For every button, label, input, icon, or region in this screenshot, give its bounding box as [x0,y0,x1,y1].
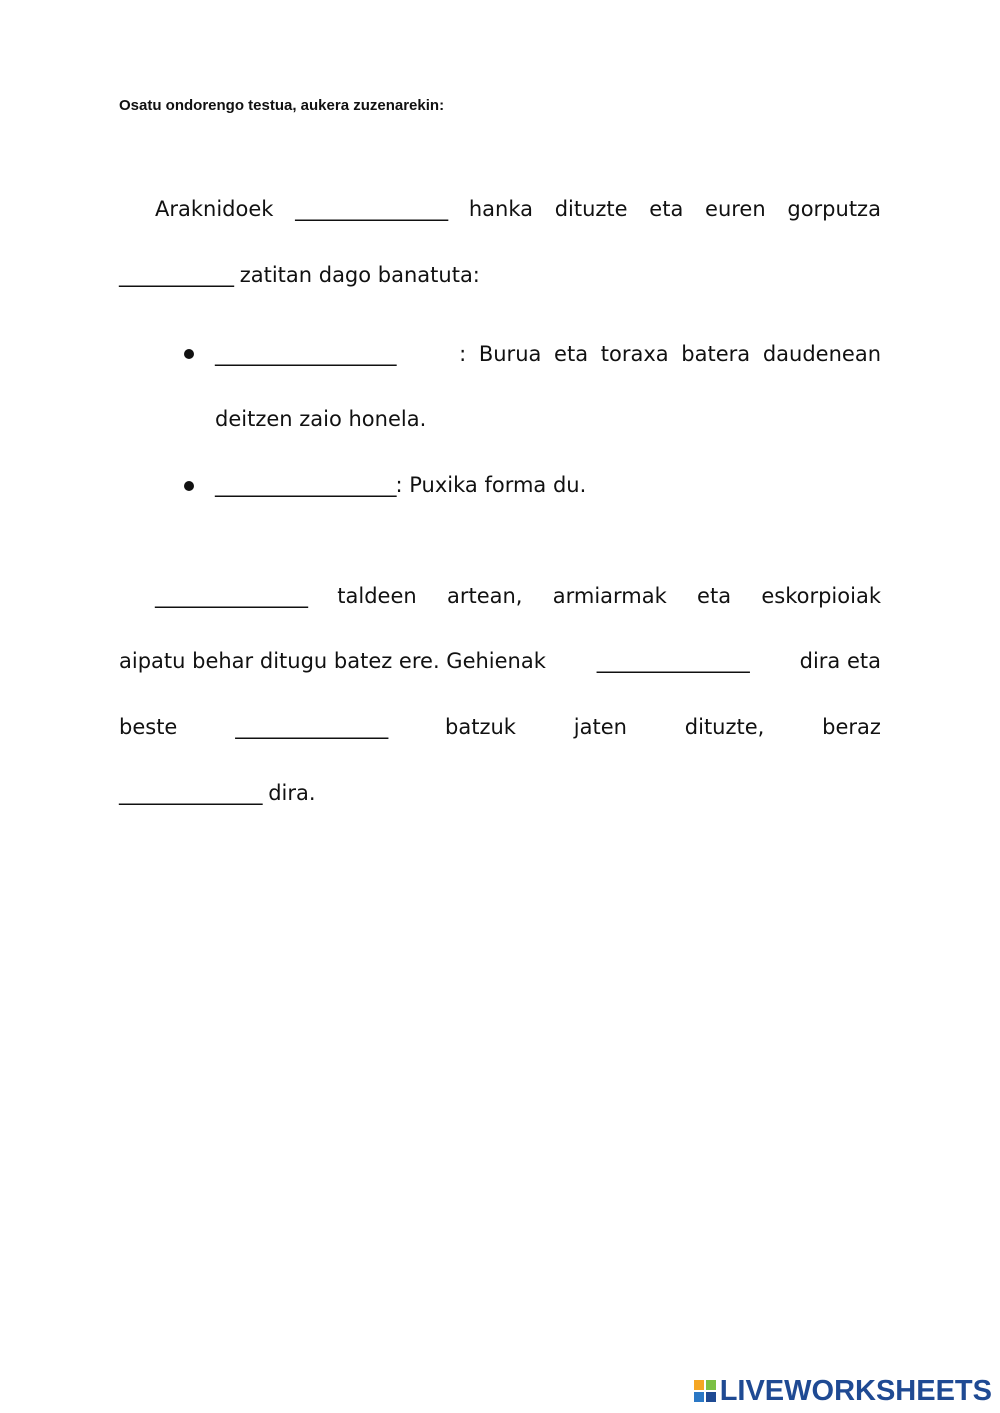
instruction-heading: Osatu ondorengo testua, aukera zuzenarekin: [119,97,445,114]
paragraph-1-line-2 [119,255,881,295]
text-dira-eta: dira eta [799,649,881,673]
text-dira: dira. [268,781,316,805]
word: dituzte [554,197,628,221]
word: eskorpioiak [761,584,881,608]
bullet-1-text-cont: deitzen zaio honela. [215,407,427,431]
bullet-1-line-2 [215,399,881,439]
bullet-1-text: : Burua eta toraxa batera daudenean [459,342,881,366]
blank-5[interactable]: ________________ [155,584,307,608]
word: armiarmak [552,584,667,608]
blank-2[interactable]: ____________ [119,263,233,287]
blank-4[interactable]: ___________________ [215,473,396,497]
paragraph-1-line-1 [155,189,881,229]
word: eta [697,584,732,608]
word: dituzte, [684,715,765,739]
text-zatitan: zatitan dago banatuta: [239,263,480,287]
blank-6[interactable]: ________________ [596,649,749,673]
word: taldeen [337,584,417,608]
word: euren [705,197,766,221]
blank-3[interactable]: ___________________ [215,342,396,366]
logo-mark-icon [694,1380,716,1402]
liveworksheets-logo [694,1375,992,1407]
paragraph-2-line-2 [119,641,881,681]
logo-text: LIVEWORKSHEETS [719,1374,992,1407]
text-aipatu: aipatu behar ditugu batez ere. Gehienak [119,649,546,673]
blank-8[interactable]: _______________ [119,781,262,805]
word: batzuk [445,715,516,739]
paragraph-2-line-3 [119,707,881,747]
word: beraz [822,715,881,739]
word: jaten [573,715,627,739]
paragraph-2-line-4 [119,773,881,813]
word: artean, [446,584,523,608]
text-araknidoek: Araknidoek [155,197,274,221]
word: hanka [468,197,533,221]
word: gorputza [787,197,881,221]
bullet-dot [184,349,194,359]
bullet-dot [184,481,194,491]
bullet-1-line-1 [215,334,881,374]
bullet-2-line-1 [215,465,881,505]
word: eta [649,197,684,221]
paragraph-2-line-1 [155,576,881,616]
blank-1[interactable]: ________________ [295,197,448,221]
bullet-2-text: : Puxika forma du. [395,473,587,497]
word: beste [119,715,178,739]
blank-7[interactable]: ________________ [235,715,388,739]
